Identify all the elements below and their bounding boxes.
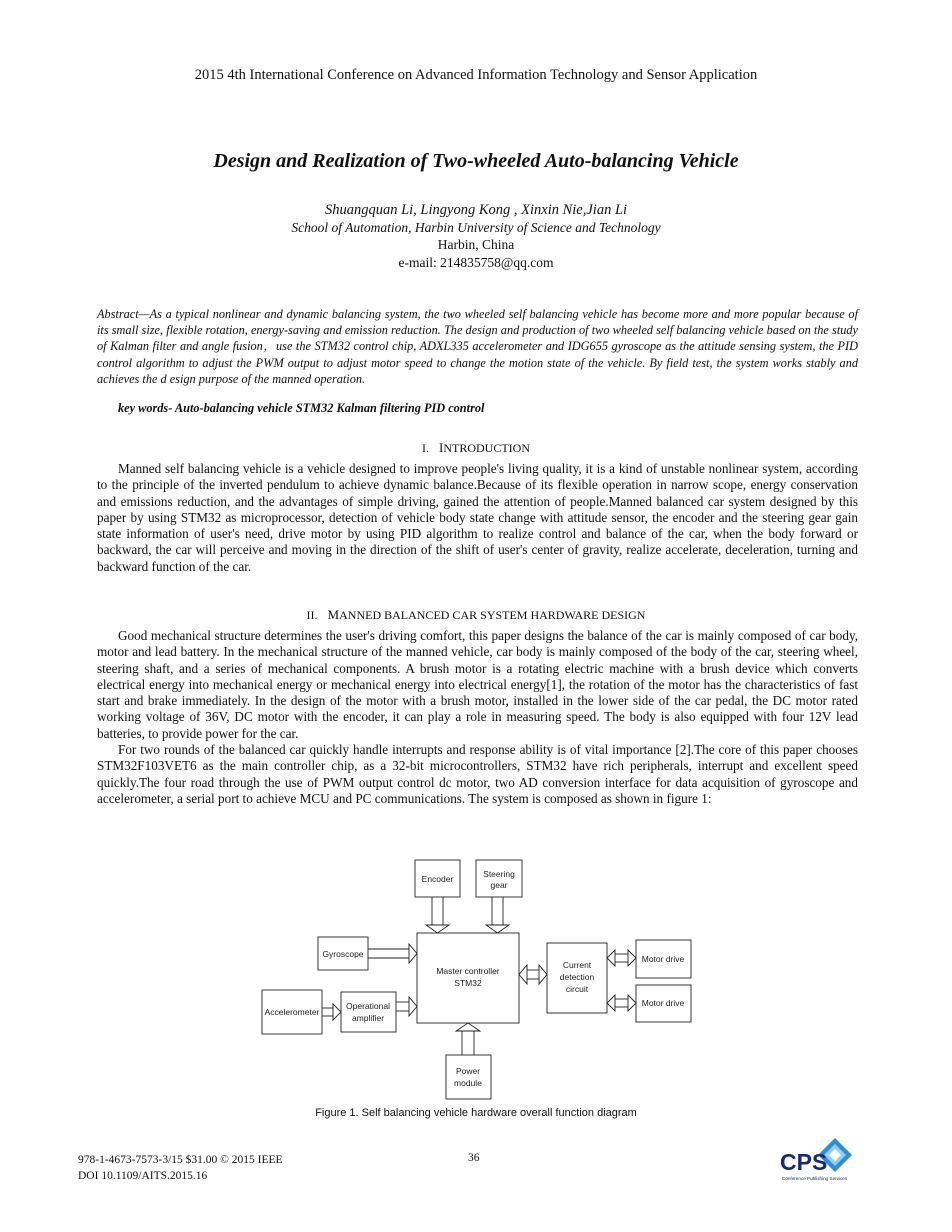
arrow-gyroscope-to-master [409, 944, 417, 963]
arrow-accelerometer-to-opamp [333, 1004, 341, 1020]
affiliation: School of Automation, Harbin University of Science and Technology [291, 220, 661, 235]
opamp-label-2: amplifier [351, 1013, 385, 1023]
accelerometer-label: Accelerometer [264, 1007, 320, 1017]
current-label-2: detection [559, 972, 595, 982]
motor-drive-label-2: Motor drive [641, 998, 685, 1008]
arrow-current-to-motor1 [628, 950, 636, 966]
isbn: 978-1-4673-7573-3/15 $31.00 © 2015 IEEE [78, 1154, 283, 1166]
steering-label-2: gear [490, 880, 508, 890]
current-label-1: Current [562, 960, 592, 970]
paragraph: Good mechanical structure determines the user's driving comfort, this paper designs the balance of the car is mainly composed of car body, motor and lead battery. In the mechanical structure of the manned vehicle, car body is mainly composed of the body of the car, steering wheel, steering shaft, and a series of mechanical components. A brush motor is a rotating electric machine with a brush device which converts electrical energy into mechanical energy or mechanical energy into electrical energy[1], the rotation of the motor has the characteristics of fast start and brake immediately. In the design of the motor with a brush motor, installed in the lower side of the car pedal, the DC motor rated working voltage of 36V, DC motor with the encoder, it can play a role in measuring speed. The body is also equipped with four 12V lead batteries, to provide power for the car. [97, 628, 858, 741]
section-title-rest: ANNED BALANCED CAR SYSTEM HARDWARE DESIGN [339, 608, 646, 622]
arrow-master-to-current [539, 965, 547, 984]
gyroscope-label: Gyroscope [322, 949, 364, 959]
arrow-encoder-to-master [426, 925, 449, 933]
current-label-3: circuit [565, 984, 589, 994]
paragraph: Manned self balancing vehicle is a vehicle designed to improve people's living quality, it is a kind of unstable nonlinear system, according to the principle of the inverted pendulum to achieve dynamic balance.Because of its flexible operation in narrow scope, energy conservation and emissions reduction, and the advantages of simple driving, gained the attention of people.Manned balanced car system designed by this paper by using STM32 as microprocessor, detection of vehicle body state change with attitude sensor, the encoder and the steering gear gain state information of user's need, drive motor by using PID algorithm to realize control and balance of the car, when the body forward or backward, the car will perceive and moving in the direction of the shift of user's center of gravity, realize accelerate, deceleration, turning and backward function of the car. [97, 461, 858, 574]
email: e-mail: 214835758@qq.com [398, 255, 554, 270]
encoder-label: Encoder [421, 874, 454, 884]
footer-info [78, 1152, 283, 1184]
cps-logo [777, 1136, 857, 1188]
keywords: key words- Auto-balancing vehicle STM32 Kalman filtering PID control [118, 401, 485, 415]
abstract: Abstract—As a typical nonlinear and dynamic balancing system, the two wheeled self balancing vehicle has become more and more popular because of its small size, flexible rotation, energy-saving and emission reduction. The design and production of two wheeled self balancing vehicle based on the study of Kalman filter and angle fusion，use the STM32 control chip, ADXL335 accelerometer and IDG655 gyroscope as the attitude sensing system, the PID control algorithm to adjust the PWM output to adjust motor speed to change the motion state of the vehicle. By field test, the system works stably and achieves the d esign purpose of the manned operation. [97, 307, 858, 386]
arrow-power-to-master [456, 1023, 480, 1031]
paragraph: For two rounds of the balanced car quickly handle interrupts and response ability is of vital importance [2].The core of this paper chooses STM32F103VET6 as the main controller chip, as a 32-bit microcontrollers, STM32 have rich peripherals, interrupt and excellent speed quickly.The four road through the use of PWM output control dc motor, two AD conversion interface for data acquisition of gyroscope and accelerometer, a serial port to achieve MCU and PC communications. The system is composed as shown in figure 1: [97, 742, 858, 806]
power-module-block [446, 1055, 491, 1099]
master-label-2: STM32 [454, 978, 482, 988]
cps-logo-subtitle: Conference Publishing Services [782, 1176, 848, 1181]
steering-label-1: Steering [483, 869, 515, 879]
motor-drive-label-1: Motor drive [641, 954, 685, 964]
authors: Shuangquan Li, Lingyong Kong , Xinxin Nie,Jian Li [324, 202, 628, 218]
arrow-current-to-motor2 [628, 995, 636, 1011]
doi: DOI 10.1109/AITS.2015.16 [78, 1170, 208, 1182]
master-label-1: Master controller [436, 966, 500, 976]
section-title-rest: NTRODUCTION [443, 441, 530, 455]
arrow-current-to-master [519, 965, 527, 984]
conference-header: 2015 4th International Conference on Advanced Information Technology and Sensor Application [194, 67, 758, 83]
section-number: II. [306, 608, 318, 622]
paper-title: Design and Realization of Two-wheeled Auto-balancing Vehicle [213, 150, 739, 172]
opamp-label-1: Operational [346, 1001, 390, 1011]
figure-caption: Figure 1. Self balancing vehicle hardware overall function diagram [315, 1107, 637, 1119]
power-label-2: module [454, 1078, 482, 1088]
operational-amplifier-block [341, 992, 396, 1032]
power-label-1: Power [455, 1066, 481, 1076]
arrow-motor1-to-current [607, 950, 615, 966]
arrow-steering-to-master [486, 925, 509, 933]
section-title-initial: M [327, 607, 340, 622]
page-number: 36 [468, 1152, 480, 1164]
location: Harbin, China [437, 237, 515, 252]
section-title-initial: I [438, 440, 444, 455]
arrow-opamp-to-master [409, 997, 417, 1016]
cps-logo-text: CPS [780, 1149, 828, 1175]
arrow-motor2-to-current [607, 995, 615, 1011]
section-number: I. [421, 441, 429, 455]
